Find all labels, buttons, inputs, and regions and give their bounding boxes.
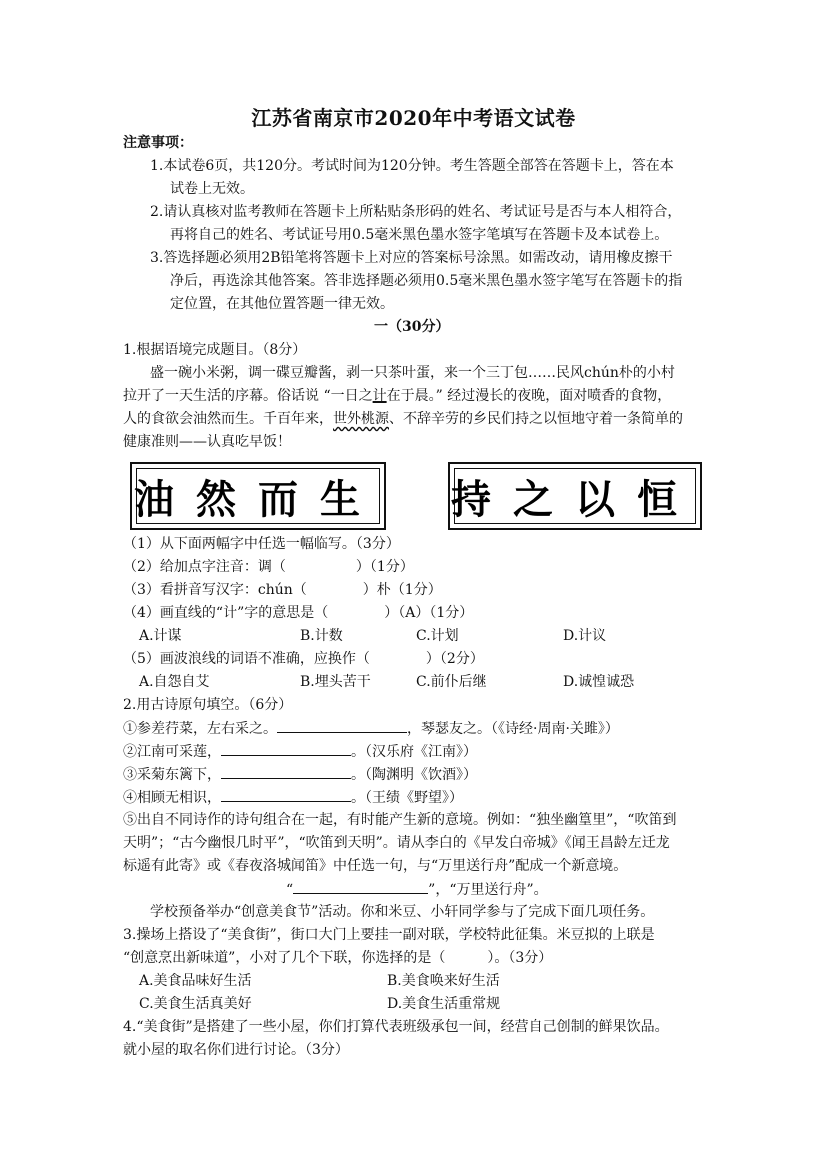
notice-heading: 注意事项： — [123, 135, 193, 151]
answer-blank[interactable] — [221, 787, 351, 802]
option: A.计谋 — [139, 628, 182, 644]
option: A.自怨自艾 — [139, 674, 210, 690]
notice-line: 净后，再选涂其他答案。答非选择题必须用0.5毫米黑色墨水签字笔写在答题卡的指 — [170, 273, 683, 289]
sub-question: （5）画波浪线的词语不准确，应换作（ ）（2分） — [123, 651, 484, 667]
option: B.埋头苦干 — [300, 674, 371, 690]
page-title: 江苏省南京市2020年中考语文试卷 — [251, 106, 576, 130]
passage-line — [123, 386, 671, 406]
fill-text: “ — [286, 882, 294, 898]
notice-line: 1.本试卷6页，共120分。考试时间为120分钟。考生答题全部答在答题卡上，答在本 — [150, 158, 674, 174]
question-2-heading: 2.用古诗原句填空。（6分） — [123, 697, 293, 713]
option: B.计数 — [300, 628, 343, 644]
question-3-line: 3.操场上搭设了“美食街”，街口大门上要挂一副对联，学校特此征集。米豆拟的上联是 — [123, 927, 655, 943]
notice-line: 定位置，在其他位置答题一律无效。 — [170, 296, 394, 312]
fill-text: 。（陶渊明《饮酒》） — [351, 767, 477, 783]
fill-text: 。（王绩《野望》） — [351, 790, 463, 806]
option: A.美食品味好生活 — [139, 973, 252, 989]
passage-text: 在于晨。” 经过漫长的夜晚，面对喷香的食物， — [386, 388, 672, 404]
option: D.计议 — [563, 628, 607, 644]
passage-line: 盛一碗小米粥，调一碟豆瓣酱，剥一只茶叶蛋，来一个三丁包……民风chún朴的小村 — [150, 365, 675, 381]
underlined-char-ji: 计 — [372, 388, 387, 404]
sub-question: （3）看拼音写汉字：chún（ ）朴（1分） — [123, 582, 442, 598]
option: B.美食唤来好生活 — [387, 973, 500, 989]
notice-line: 再将自己的姓名、考试证号用0.5毫米黑色墨水签字笔填写在答题卡及本试卷上。 — [170, 227, 669, 243]
question-3-line: “创意烹出新味道”，小对了几个下联，你选择的是（ ）。（3分） — [123, 950, 553, 966]
passage-line: 健康准则——认真吃早饭！ — [123, 434, 291, 450]
notice-line: 2.请认真核对监考教师在答题卡上所粘贴条形码的姓名、考试证号是否与本人相符合， — [150, 204, 682, 220]
answer-blank[interactable] — [221, 764, 351, 779]
passage-text: 人的食欲会油然而生。千百年来， — [123, 411, 333, 427]
sub-question: （2）给加点字注音：调（ ）（1分） — [123, 559, 414, 575]
option: D.诚惶诚恐 — [563, 674, 635, 690]
option: C.计划 — [416, 628, 459, 644]
fill-line — [123, 718, 619, 739]
wavy-underlined-phrase: 世外桃源 — [333, 411, 389, 427]
fill-text: ③采菊东篱下， — [123, 767, 221, 783]
question-4-line: 就小屋的取名你们进行讨论。（3分） — [123, 1042, 349, 1058]
passage-line: 标遥有此寄》或《春夜洛城闻笛》中任选一句，与“万里送行舟”配成一个新意境。 — [123, 858, 628, 874]
question-4-line: 4.“美食街”是搭建了一些小屋，你们打算代表班级承包一间，经营自己创制的鲜果饮品。 — [123, 1019, 669, 1035]
fill-text: ”，“万里送行舟”。 — [428, 882, 548, 898]
option: C.前仆后继 — [416, 674, 487, 690]
answer-blank[interactable] — [221, 741, 351, 756]
passage-text: 拉开了一天生活的序幕。俗话说 “一日之 — [123, 388, 373, 404]
fill-text: ④相顾无相识， — [123, 790, 221, 806]
fill-text: ，琴瑟友之。（《诗经·周南·关雎》） — [407, 721, 619, 737]
fill-text: ②江南可采莲， — [123, 744, 221, 760]
answer-blank[interactable] — [277, 718, 407, 733]
passage-line — [123, 409, 683, 429]
option: D.美食生活重常规 — [387, 996, 501, 1012]
calligraphy-sample-1 — [130, 462, 386, 530]
calligraphy-text: 持之以恒 — [451, 475, 699, 523]
notice-line: 3.答选择题必须用2B铅笔将答题卡上对应的答案标号涂黑。如需改动，请用橡皮擦干 — [150, 250, 673, 266]
passage-line: 天明”；“古今幽恨几时平”，“吹笛到天明”。请从李白的《早发白帝城》《闻王昌龄左迁龙 — [123, 835, 670, 851]
section-heading: 一（30分） — [374, 319, 450, 335]
fill-line — [123, 741, 477, 762]
activity-intro: 学校预备举办“创意美食节”活动。你和米豆、小轩同学参与了完成下面几项任务。 — [150, 904, 655, 920]
sub-question: （4）画直线的“计”字的意思是（ ）（A）（1分） — [123, 605, 474, 621]
question-1-heading: 1.根据语境完成题目。（8分） — [123, 342, 307, 358]
option: C.美食生活真美好 — [139, 996, 252, 1012]
passage-text: 、不辞辛劳的乡民们持之以恒地守着一条简单的 — [389, 411, 683, 427]
fill-text: 。（汉乐府《江南》） — [351, 744, 477, 760]
sub-question: （1）从下面两幅字中任选一幅临写。（3分） — [123, 536, 400, 552]
fill-line — [123, 764, 477, 785]
fill-text: ①参差荇菜，左右采之。 — [123, 721, 277, 737]
answer-blank[interactable] — [293, 879, 428, 894]
fill-line — [123, 787, 463, 808]
fill-line — [286, 879, 548, 900]
passage-line: ⑤出自不同诗作的诗句组合在一起，有时能产生新的意境。例如：“独坐幽篁里”，“吹笛到 — [123, 812, 677, 828]
calligraphy-text: 油然而生 — [134, 475, 382, 523]
notice-line: 试卷上无效。 — [170, 181, 254, 197]
calligraphy-sample-2 — [448, 462, 702, 530]
